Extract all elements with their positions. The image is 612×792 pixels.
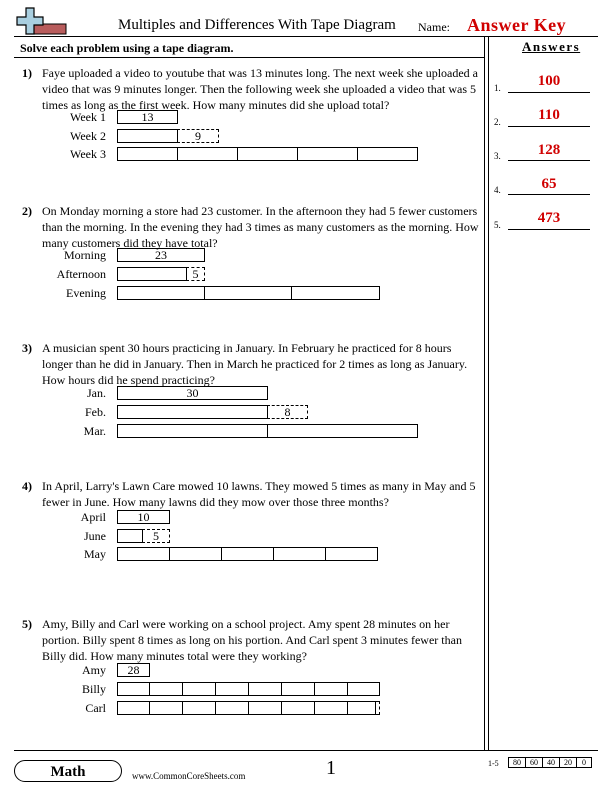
answer-number: 4.: [494, 185, 501, 195]
tape-segment-difference: 5: [186, 267, 205, 281]
problem-text: Faye uploaded a video to youtube that was 13 minutes long. The next week she uploaded a video that was 9 minutes longer. Then the following week she uploaded a video that was 5 times as long as the first week. How many minutes did she upload total?: [42, 66, 479, 112]
tape-segment: [347, 701, 376, 715]
score-range-label: 1-5: [488, 759, 499, 768]
tape-segment: [325, 547, 378, 561]
tape-segment: [248, 682, 282, 696]
tape-segment: [314, 682, 348, 696]
answer-value: 100: [537, 73, 561, 89]
tape-segment: 23: [117, 248, 205, 262]
plus-logo-icon: [16, 6, 68, 38]
answer-number: 5.: [494, 220, 501, 230]
tape-segment: 10: [117, 510, 170, 524]
header-rule: [14, 36, 598, 37]
tape-row-label: April: [80, 510, 106, 524]
tape-segment: [117, 547, 170, 561]
tape-segment-difference: 8: [267, 405, 308, 419]
tape-segment-difference: 5: [142, 529, 170, 543]
answer-value: 473: [537, 210, 561, 226]
answer-number: 1.: [494, 83, 501, 93]
instructions: Solve each problem using a tape diagram.: [20, 41, 234, 55]
subject-badge: Math: [14, 760, 122, 782]
tape-segment: [117, 529, 143, 543]
tape-row-label: Week 3: [69, 147, 106, 161]
tape-segment: [204, 286, 292, 300]
tape-row-label: May: [84, 547, 106, 561]
tape-row-label: Billy: [81, 682, 106, 696]
name-label: Name:: [418, 20, 450, 34]
answer-line: [508, 92, 590, 93]
tape-segment-difference: [375, 701, 380, 715]
tape-row-label: Carl: [85, 701, 106, 715]
problem-text: Amy, Billy and Carl were working on a school project. Amy spent 28 minutes on her portion. Billy spent 8 times as long on his portion. And Carl spent 3 minutes fewer than Billy did. How many minutes total were they working?: [42, 617, 462, 663]
tape-segment: [117, 682, 150, 696]
answer-key-label: Answer Key: [467, 15, 567, 35]
tape-segment: [347, 682, 380, 696]
tape-segment: [117, 267, 187, 281]
footer-rule: [14, 750, 598, 751]
score-cell: 80: [508, 757, 526, 768]
tape-segment: [117, 424, 268, 438]
tape-segment: [281, 682, 315, 696]
problem-text: In April, Larry's Lawn Care mowed 10 lawns. They mowed 5 times as many in May and 5 fewer in June. How many lawns did they mow over those three months?: [42, 479, 476, 509]
tape-segment: [215, 701, 249, 715]
tape-segment: [177, 147, 238, 161]
tape-segment: [314, 701, 348, 715]
tape-segment: [117, 147, 178, 161]
tape-row-label: Week 1: [69, 110, 106, 124]
score-cell: 20: [559, 757, 577, 768]
answers-header: Answers: [522, 39, 581, 54]
tape-segment: [221, 547, 274, 561]
tape-segment: [117, 129, 178, 143]
answer-line: [508, 194, 590, 195]
score-cell: 40: [542, 757, 560, 768]
tape-row-label: Evening: [66, 286, 106, 300]
problem-number: 2): [22, 204, 32, 218]
problem-text: A musician spent 30 hours practicing in January. In February he practiced for 8 hours longer than he did in January. Then in March he practiced for 2 times as long as January. How hours did he spend practicing?: [42, 341, 468, 387]
tape-segment: [117, 405, 268, 419]
problem-number: 5): [22, 617, 32, 631]
tape-segment: [117, 286, 205, 300]
answer-line: [508, 126, 590, 127]
tape-segment: [281, 701, 315, 715]
tape-row-label: Jan.: [87, 386, 106, 400]
tape-segment: [149, 682, 183, 696]
tape-segment-difference: 9: [177, 129, 219, 143]
problem-number: 4): [22, 479, 32, 493]
tape-row-label: Mar.: [83, 424, 106, 438]
tape-segment: [182, 701, 216, 715]
tape-segment: [149, 701, 183, 715]
answer-number: 3.: [494, 151, 501, 161]
worksheet-title: Multiples and Differences With Tape Diagram: [118, 17, 396, 33]
tape-row-label: Amy: [82, 663, 106, 677]
site-url: www.CommonCoreSheets.com: [132, 771, 246, 781]
tape-segment: 13: [117, 110, 178, 124]
tape-segment: [248, 701, 282, 715]
tape-segment: [182, 682, 216, 696]
problem-number: 3): [22, 341, 32, 355]
tape-segment: [291, 286, 380, 300]
instructions-rule: [14, 57, 484, 58]
tape-segment: [297, 147, 358, 161]
tape-row-label: Morning: [64, 248, 106, 262]
answer-value: 110: [538, 107, 560, 123]
tape-segment: 30: [117, 386, 268, 400]
problem-number: 1): [22, 66, 32, 80]
score-cell: 60: [525, 757, 543, 768]
score-cell: 0: [576, 757, 592, 768]
answer-value: 128: [537, 142, 561, 158]
answer-line: [508, 160, 590, 161]
tape-segment: [357, 147, 418, 161]
problem-text: On Monday morning a store had 23 customer. In the afternoon they had 5 fewer customers than the morning. In the evening they had 3 times as many customers as the morning. How many customers did they have total?: [42, 204, 479, 250]
page-number: 1: [326, 757, 336, 779]
tape-row-label: Feb.: [85, 405, 106, 419]
answer-column-divider-right: [488, 36, 489, 750]
answer-value: 65: [541, 176, 557, 192]
tape-segment: [267, 424, 418, 438]
tape-row-label: June: [84, 529, 106, 543]
tape-segment: 28: [117, 663, 150, 677]
tape-segment: [273, 547, 326, 561]
answer-line: [508, 229, 590, 230]
tape-segment: [237, 147, 298, 161]
answer-column-divider-left: [484, 36, 485, 750]
tape-row-label: Afternoon: [56, 267, 106, 281]
tape-segment: [117, 701, 150, 715]
tape-segment: [215, 682, 249, 696]
answer-number: 2.: [494, 117, 501, 127]
tape-row-label: Week 2: [69, 129, 106, 143]
tape-segment: [169, 547, 222, 561]
